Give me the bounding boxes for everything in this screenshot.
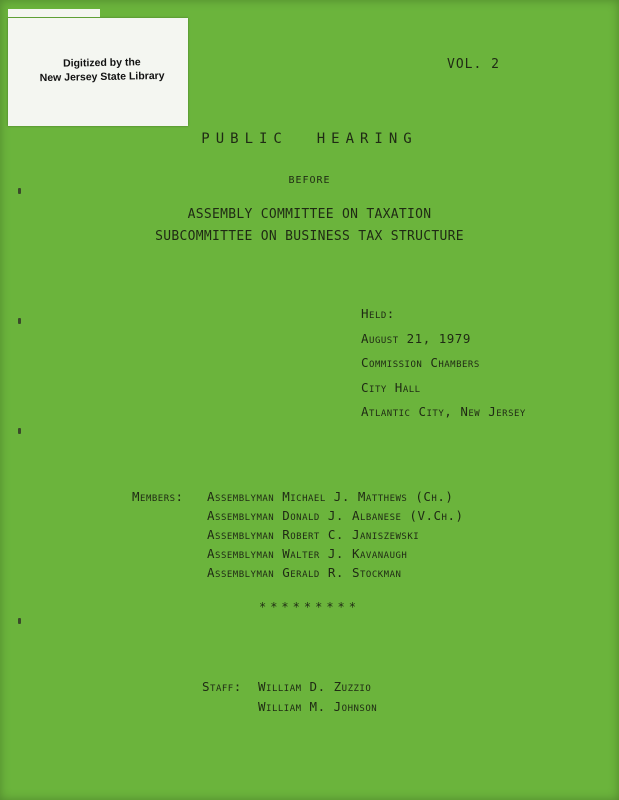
subcommittee-name: SUBCOMMITTEE ON BUSINESS TAX STRUCTURE — [155, 229, 464, 244]
hearing-city: Atlantic City, New Jersey — [361, 404, 526, 419]
committee-name: ASSEMBLY COMMITTEE ON TAXATION — [187, 207, 432, 222]
members-list — [207, 487, 464, 582]
sticker-line: New Jersey State Library — [39, 69, 165, 85]
sticker-flap — [8, 9, 100, 17]
binding-hole — [18, 428, 21, 434]
member-item: Assemblyman Michael J. Matthews (Ch.) — [207, 489, 454, 504]
member-item: Assemblyman Gerald R. Stockman — [207, 565, 402, 580]
staff-list — [258, 677, 377, 717]
hearing-date: August 21, 1979 — [361, 330, 471, 346]
before-label: BEFORE — [288, 175, 331, 186]
hearing-details — [361, 302, 526, 425]
hearing-building: City Hall — [361, 379, 421, 395]
committee-block — [0, 204, 619, 248]
held-label: Held: — [361, 306, 395, 321]
volume-number: VOL. 2 — [447, 57, 500, 72]
staff-item: William M. Johnson — [258, 699, 378, 714]
member-item: Assemblyman Walter J. Kavanaugh — [207, 546, 408, 561]
binding-hole — [18, 318, 21, 324]
library-sticker — [8, 18, 188, 126]
binding-hole — [18, 188, 21, 194]
separator-stars: ********* — [258, 600, 361, 614]
sticker-text — [32, 55, 172, 85]
member-item: Assemblyman Donald J. Albanese (V.Ch.) — [207, 508, 464, 523]
sticker-line: Digitized by the — [62, 56, 141, 70]
binding-hole — [18, 618, 21, 624]
members-label: Members: — [132, 489, 184, 504]
staff-item: William D. Zuzzio — [258, 679, 372, 694]
staff-label: Staff: — [202, 679, 242, 694]
member-item: Assemblyman Robert C. Janiszewski — [207, 527, 420, 542]
hearing-place: Commission Chambers — [361, 355, 480, 370]
document-title: PUBLIC HEARING — [201, 131, 418, 147]
